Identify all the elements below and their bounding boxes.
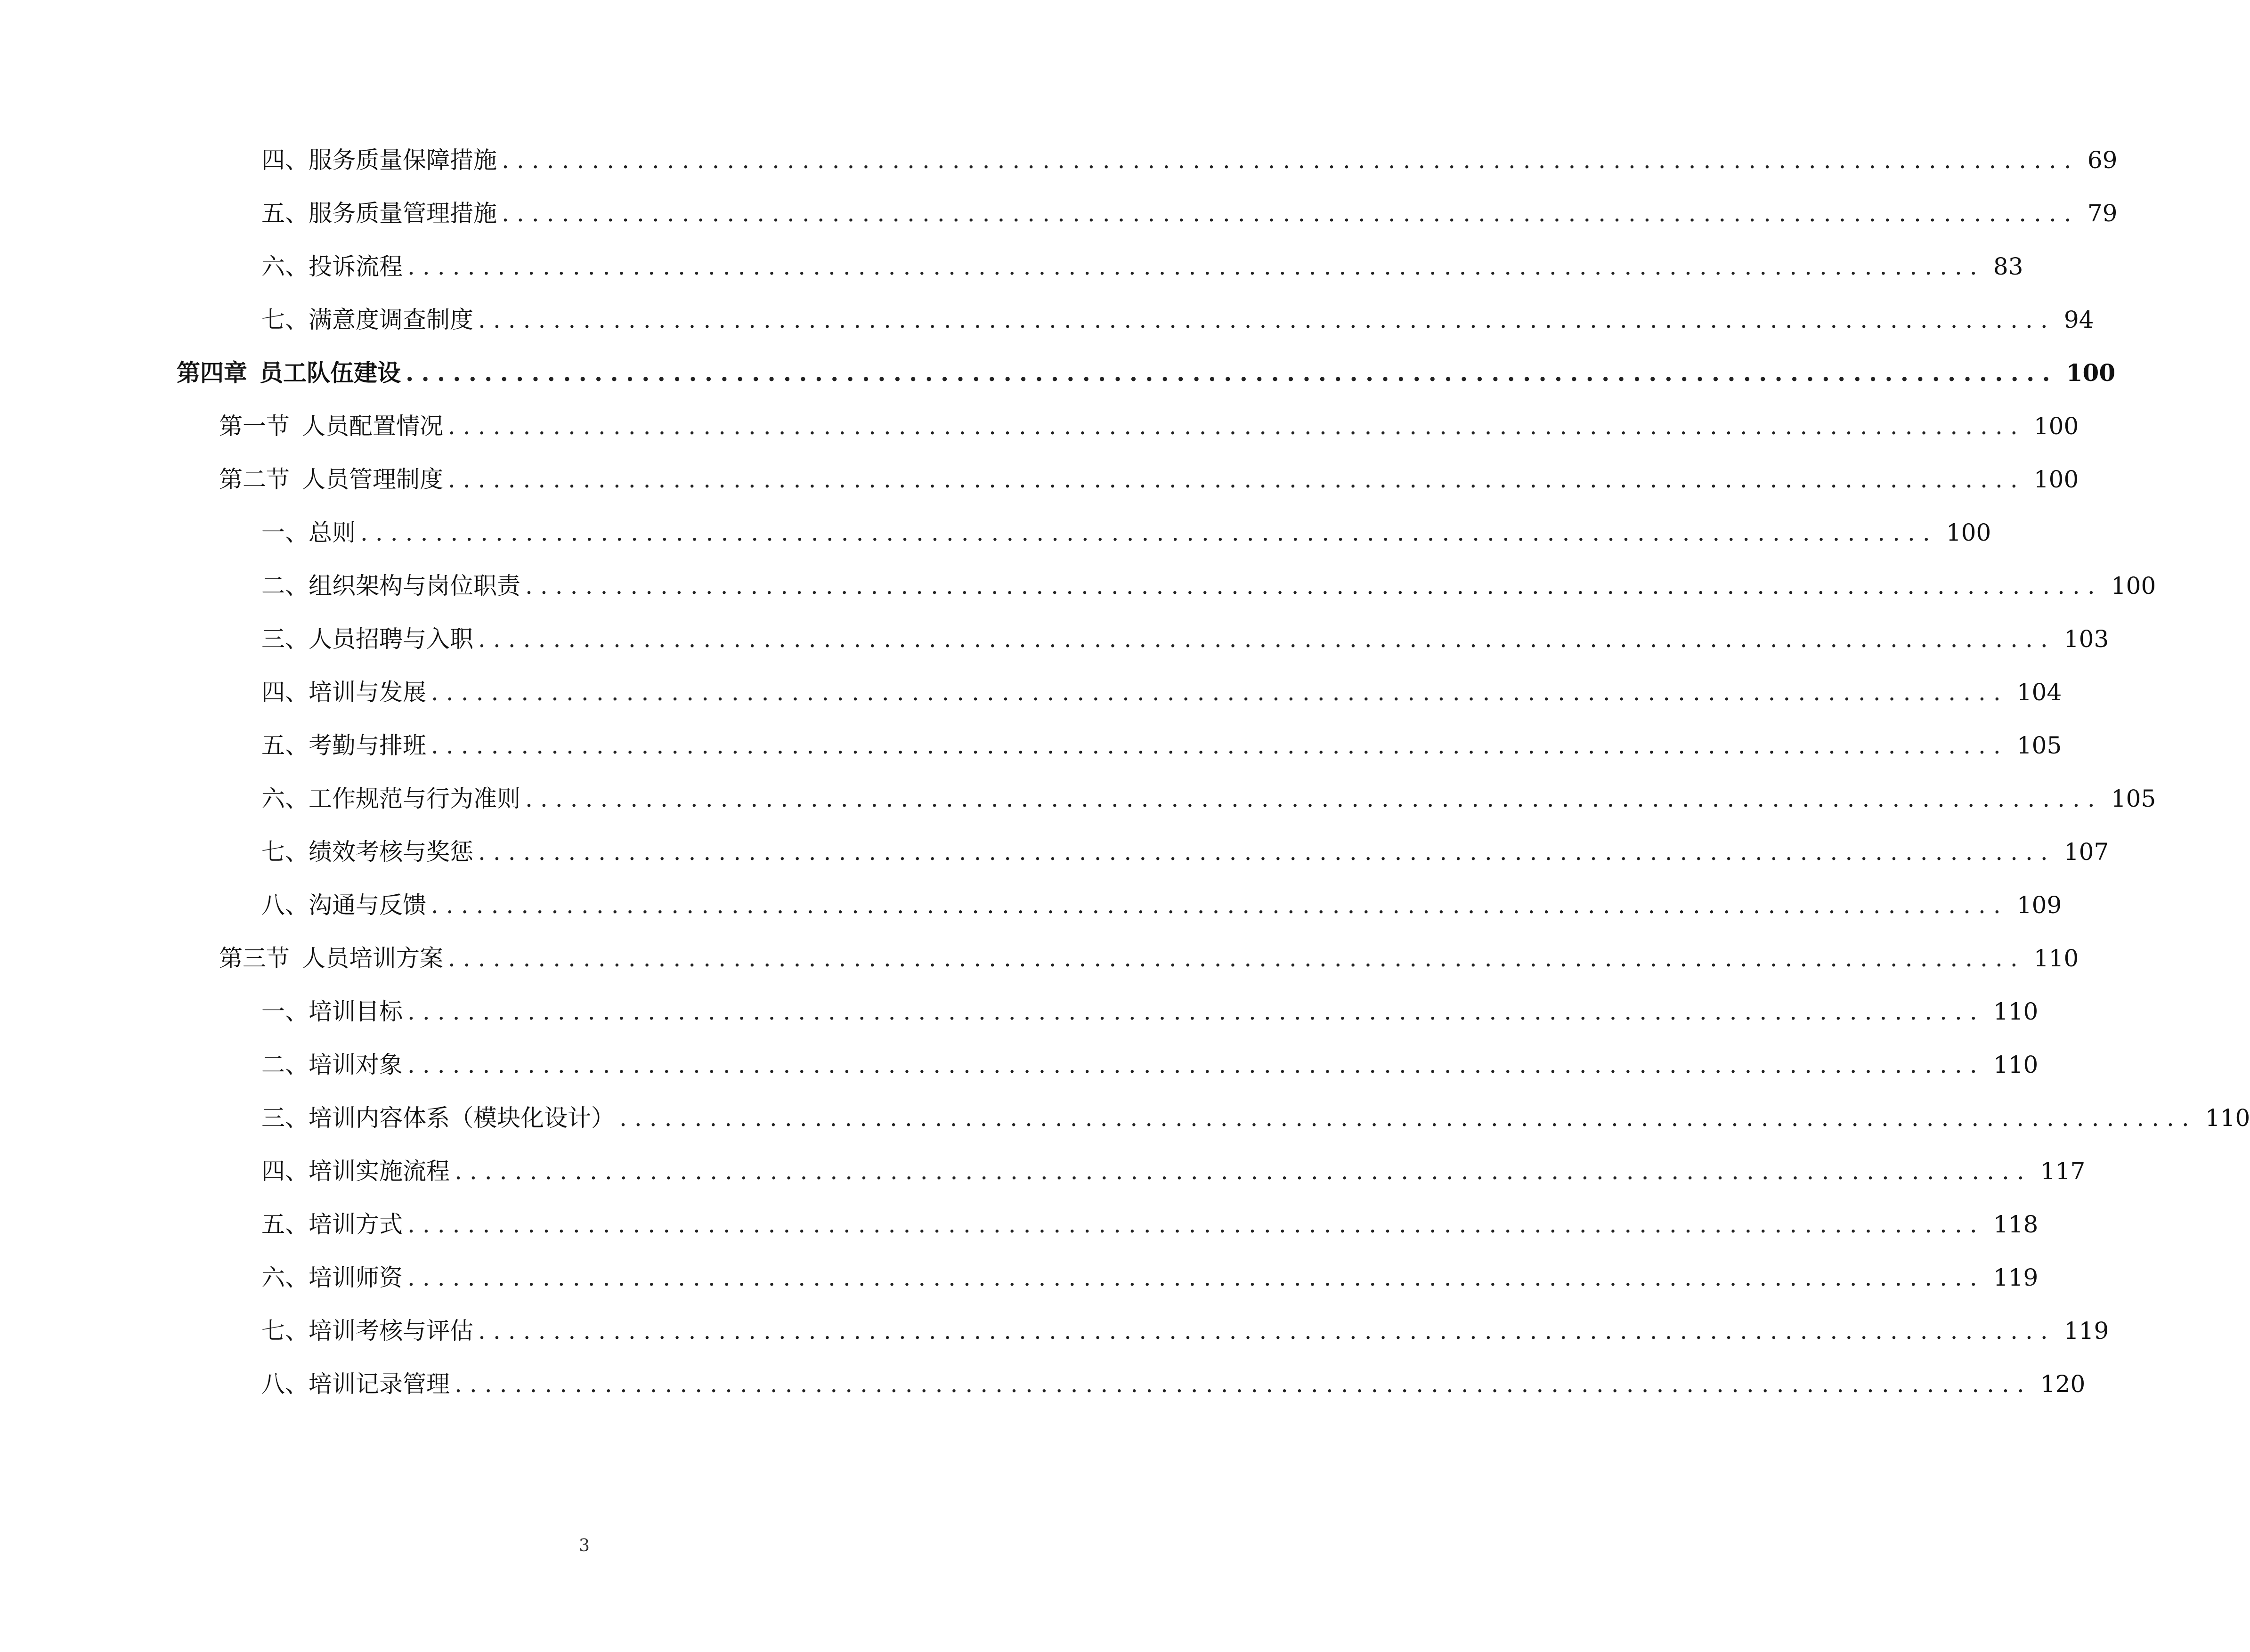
toc-leader-dots: .........................................................................................................: [407, 998, 1985, 1025]
toc-entry-number: 第四章: [177, 359, 247, 387]
toc-entry-number: 七、: [261, 306, 309, 333]
toc-entry-number: 四、: [261, 679, 309, 706]
toc-entry-page: 117: [2040, 1158, 2086, 1185]
toc-entry[interactable]: [261, 516, 1991, 549]
toc-entry-title: 沟通与反馈: [309, 891, 426, 919]
toc-leader-dots: .........................................................................................................: [406, 359, 2058, 387]
toc-entry-page: 105: [2016, 732, 2062, 759]
toc-entry-page: 100: [2033, 413, 2079, 440]
toc-entry-page: 100: [2066, 359, 2116, 387]
toc-entry-number: 六、: [261, 253, 309, 280]
toc-leader-dots: .........................................................................................................: [619, 1104, 2197, 1132]
toc-entry-number: 七、: [261, 1317, 309, 1344]
toc-entry[interactable]: [261, 623, 2109, 656]
toc-entry[interactable]: [261, 569, 2156, 602]
toc-entry-title: 员工队伍建设: [260, 359, 401, 387]
toc-entry-number: 六、: [261, 1264, 309, 1291]
toc-entry-page: 119: [1993, 1264, 2039, 1291]
toc-leader-dots: .........................................................................................................: [407, 253, 1985, 280]
toc-entry[interactable]: [261, 995, 2039, 1028]
toc-entry-title: 满意度调查制度: [309, 306, 473, 333]
page-number: 3: [579, 1536, 590, 1555]
toc-leader-dots: .........................................................................................................: [431, 891, 2008, 919]
toc-entry-page: 105: [2111, 785, 2156, 812]
toc-entry[interactable]: [261, 303, 2094, 336]
toc-chapter-entry[interactable]: [177, 356, 2116, 389]
toc-entry-number: 二、: [261, 572, 309, 599]
toc-entry-page: 110: [1993, 998, 2039, 1025]
toc-leader-dots: .........................................................................................................: [407, 1051, 1985, 1078]
toc-entry-number: 三、: [261, 625, 309, 653]
toc-leader-dots: .........................................................................................................: [455, 1158, 2032, 1185]
toc-leader-dots: .........................................................................................................: [360, 519, 1938, 546]
toc-leader-dots: .........................................................................................................: [525, 785, 2103, 812]
toc-entry-number: 五、: [261, 200, 309, 227]
toc-entry-number: 四、: [261, 1158, 309, 1185]
toc-entry-page: 120: [2040, 1370, 2086, 1398]
toc-entry-page: 100: [1946, 519, 1991, 546]
toc-section-entry[interactable]: [219, 942, 2079, 975]
toc-entry-title: 培训目标: [309, 998, 403, 1025]
toc-entry-title: 服务质量管理措施: [309, 200, 497, 227]
toc-entry-title: 培训与发展: [309, 679, 426, 706]
toc-entry[interactable]: [261, 1261, 2039, 1294]
toc-leader-dots: .........................................................................................................: [478, 838, 2055, 866]
toc-entry[interactable]: [261, 1208, 2039, 1241]
toc-entry-page: 110: [2033, 945, 2079, 972]
toc-entry-number: 第三节: [219, 945, 290, 972]
toc-entry-title: 人员招聘与入职: [309, 625, 473, 653]
toc-leader-dots: .........................................................................................................: [525, 572, 2103, 599]
toc-entry-title: 培训记录管理: [309, 1370, 450, 1398]
toc-leader-dots: .........................................................................................................: [431, 732, 2008, 759]
toc-entry-number: 二、: [261, 1051, 309, 1078]
toc-entry[interactable]: [261, 1101, 2250, 1134]
toc-leader-dots: .........................................................................................................: [478, 306, 2055, 333]
toc-entry-title: 总则: [309, 519, 356, 546]
toc-entry-number: 八、: [261, 891, 309, 919]
toc-entry-title: 人员管理制度: [302, 466, 443, 493]
toc-entry-title: 组织架构与岗位职责: [309, 572, 520, 599]
toc-entry[interactable]: [261, 835, 2109, 868]
toc-entry-title: 培训考核与评估: [309, 1317, 473, 1344]
toc-entry-number: 一、: [261, 998, 309, 1025]
toc-entry-page: 110: [2205, 1104, 2250, 1132]
toc-leader-dots: .........................................................................................................: [407, 1264, 1985, 1291]
toc-entry-title: 投诉流程: [309, 253, 403, 280]
toc-entry-number: 四、: [261, 146, 309, 174]
toc-entry[interactable]: [261, 889, 2062, 922]
toc-leader-dots: .........................................................................................................: [502, 146, 2079, 174]
toc-entry-page: 119: [2063, 1317, 2109, 1344]
toc-entry[interactable]: [261, 1314, 2109, 1347]
toc-entry-page: 100: [2033, 466, 2079, 493]
toc-entry-page: 103: [2063, 625, 2109, 653]
toc-entry-number: 第二节: [219, 466, 290, 493]
toc-entry-page: 83: [1993, 253, 2023, 280]
toc-entry-page: 110: [1993, 1051, 2039, 1078]
toc-entry[interactable]: [261, 250, 2023, 283]
toc-entry-page: 104: [2016, 679, 2062, 706]
toc-entry-title: 培训内容体系（模块化设计）: [309, 1104, 615, 1132]
toc-entry-page: 79: [2087, 200, 2118, 227]
toc-entry-page: 69: [2087, 146, 2118, 174]
toc-entry-number: 六、: [261, 785, 309, 812]
toc-entry[interactable]: [261, 1155, 2086, 1188]
toc-leader-dots: .........................................................................................................: [502, 200, 2079, 227]
toc-entry-title: 工作规范与行为准则: [309, 785, 520, 812]
toc-entry-title: 服务质量保障措施: [309, 146, 497, 174]
toc-entry-title: 人员培训方案: [302, 945, 443, 972]
toc-leader-dots: .........................................................................................................: [407, 1211, 1985, 1238]
toc-entry-page: 107: [2063, 838, 2109, 866]
toc-entry-number: 七、: [261, 838, 309, 866]
toc-entry-number: 第一节: [219, 413, 290, 440]
toc-entry-page: 109: [2016, 891, 2062, 919]
toc-leader-dots: .........................................................................................................: [448, 466, 2025, 493]
toc-entry[interactable]: [261, 197, 2118, 230]
toc-entry-page: 94: [2063, 306, 2094, 333]
toc-entry-number: 五、: [261, 732, 309, 759]
toc-leader-dots: .........................................................................................................: [448, 413, 2025, 440]
toc-entry[interactable]: [261, 782, 2156, 815]
toc-entry[interactable]: [261, 676, 2062, 709]
toc-entry-title: 培训实施流程: [309, 1158, 450, 1185]
toc-leader-dots: .........................................................................................................: [431, 679, 2008, 706]
toc-leader-dots: .........................................................................................................: [455, 1370, 2032, 1398]
toc-section-entry[interactable]: [219, 463, 2079, 496]
toc-entry[interactable]: [261, 1048, 2039, 1081]
toc-entry-number: 八、: [261, 1370, 309, 1398]
toc-entry-number: 五、: [261, 1211, 309, 1238]
toc-entry-title: 绩效考核与奖惩: [309, 838, 473, 866]
toc-entry-number: 三、: [261, 1104, 309, 1132]
toc-leader-dots: .........................................................................................................: [478, 1317, 2055, 1344]
toc-entry-title: 培训对象: [309, 1051, 403, 1078]
toc-entry-title: 考勤与排班: [309, 732, 426, 759]
toc-leader-dots: .........................................................................................................: [478, 625, 2055, 653]
toc-entry[interactable]: [261, 1368, 2086, 1401]
toc-entry-page: 100: [2111, 572, 2156, 599]
toc-entry-number: 一、: [261, 519, 309, 546]
toc-leader-dots: .........................................................................................................: [448, 945, 2025, 972]
toc-entry-title: 培训方式: [309, 1211, 403, 1238]
toc-entry-page: 118: [1993, 1211, 2039, 1238]
toc-entry-title: 人员配置情况: [302, 413, 443, 440]
toc-entry[interactable]: [261, 729, 2062, 762]
toc-section-entry[interactable]: [219, 410, 2079, 443]
toc-entry[interactable]: [261, 144, 2118, 177]
toc-entry-title: 培训师资: [309, 1264, 403, 1291]
